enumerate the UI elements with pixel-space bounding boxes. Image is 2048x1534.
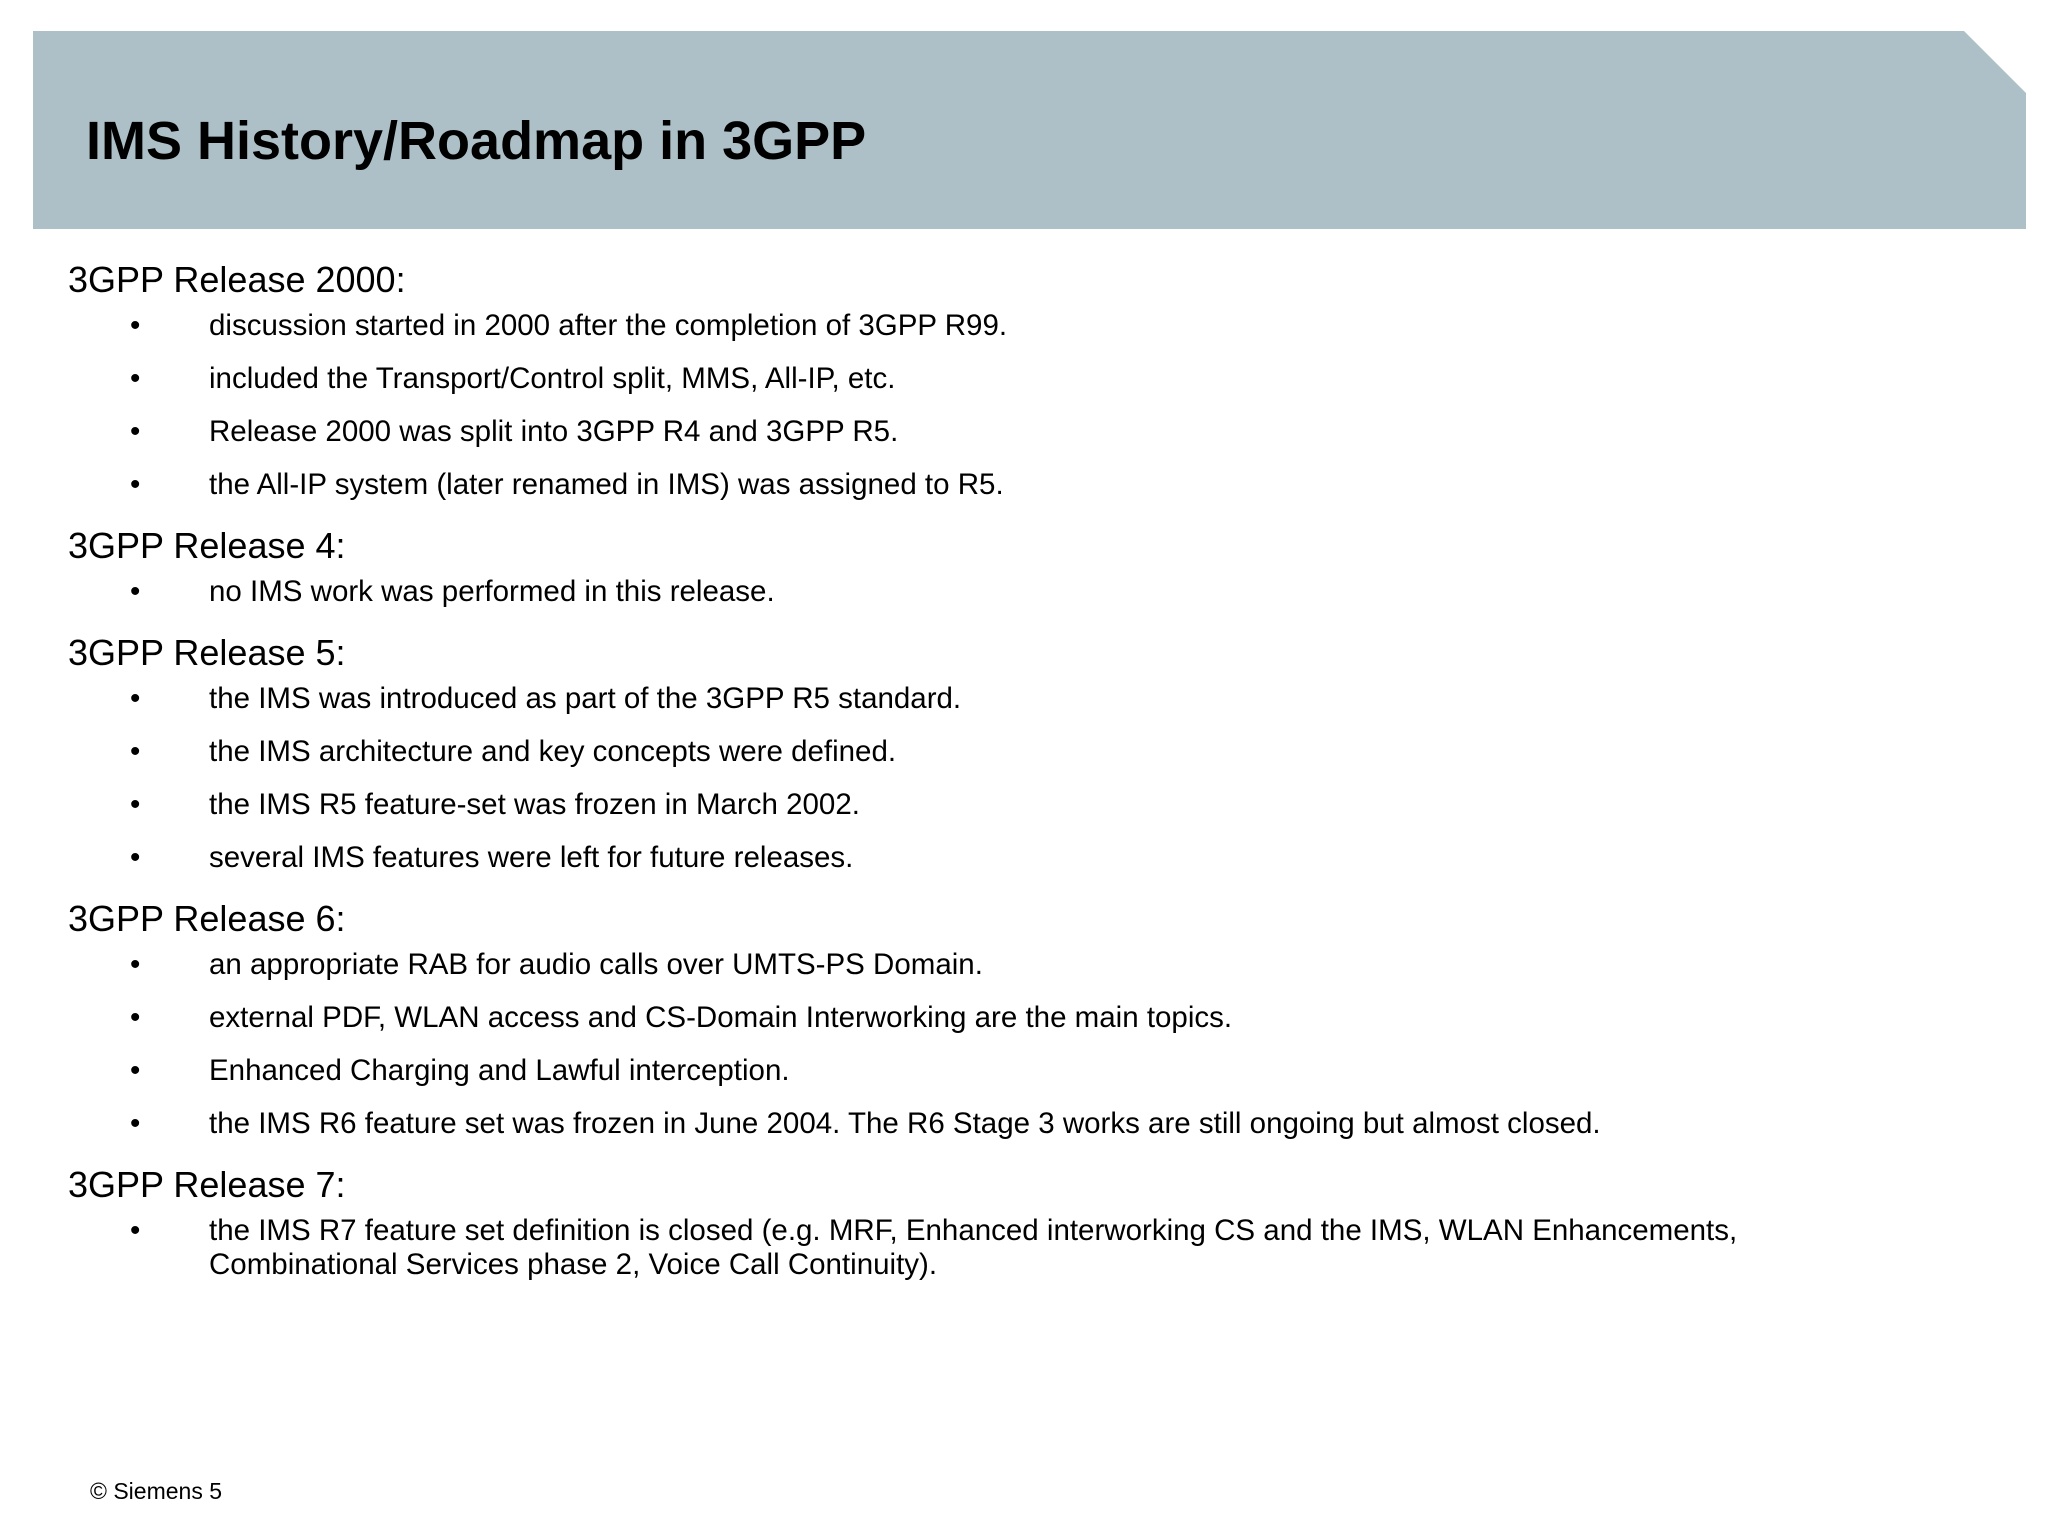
bullet-dot-icon: •	[130, 415, 141, 448]
release-section	[68, 255, 1988, 502]
bullet-text: the All-IP system (later renamed in IMS) was assigned to R5.	[209, 468, 1004, 501]
bullet-dot-icon: •	[130, 1214, 141, 1247]
bullet-item	[68, 682, 1929, 716]
bullet-text: several IMS features were left for future releases.	[209, 841, 854, 874]
bullet-dot-icon: •	[130, 468, 141, 501]
bullet-text: the IMS R5 feature-set was frozen in March 2002.	[209, 788, 860, 821]
section-heading: 3GPP Release 2000:	[68, 259, 406, 300]
bullet-dot-icon: •	[130, 735, 141, 768]
bullet-text: included the Transport/Control split, MMS, All-IP, etc.	[209, 362, 896, 395]
section-heading: 3GPP Release 6:	[68, 898, 346, 939]
bullet-dot-icon: •	[130, 841, 141, 874]
bullet-text: Enhanced Charging and Lawful interception.	[209, 1054, 790, 1087]
bullet-item	[68, 1054, 1929, 1088]
bullet-text: discussion started in 2000 after the completion of 3GPP R99.	[209, 309, 1008, 342]
bullet-text: external PDF, WLAN access and CS-Domain Interworking are the main topics.	[209, 1001, 1233, 1034]
bullet-text: the IMS architecture and key concepts were defined.	[209, 735, 897, 768]
release-section	[68, 894, 1988, 1141]
bullet-item	[68, 841, 1929, 875]
bullet-list	[68, 1214, 1988, 1282]
bullet-text: the IMS R7 feature set definition is closed (e.g. MRF, Enhanced interworking CS and the IMS, WLAN Enhancements, Combinational Services phase 2, Voice Call Continuity).	[209, 1214, 1738, 1281]
release-section	[68, 521, 1988, 609]
bullet-dot-icon: •	[130, 948, 141, 981]
bullet-list	[68, 948, 1988, 1141]
bullet-item	[68, 309, 1929, 343]
bullet-text: Release 2000 was split into 3GPP R4 and 3GPP R5.	[209, 415, 899, 448]
slide-content	[68, 255, 1988, 1301]
bullet-dot-icon: •	[130, 1054, 141, 1087]
bullet-item	[68, 1107, 1929, 1141]
bullet-item	[68, 948, 1929, 982]
bullet-item	[68, 1001, 1929, 1035]
bullet-item	[68, 575, 1929, 609]
bullet-text: no IMS work was performed in this release.	[209, 575, 775, 608]
bullet-item	[68, 468, 1929, 502]
bullet-dot-icon: •	[130, 682, 141, 715]
bullet-list	[68, 682, 1988, 875]
bullet-dot-icon: •	[130, 575, 141, 608]
bullet-dot-icon: •	[130, 1001, 141, 1034]
release-section	[68, 628, 1988, 875]
section-heading: 3GPP Release 4:	[68, 525, 346, 566]
bullet-list	[68, 575, 1988, 609]
section-heading: 3GPP Release 5:	[68, 632, 346, 673]
bullet-dot-icon: •	[130, 362, 141, 395]
bullet-dot-icon: •	[130, 309, 141, 342]
bullet-dot-icon: •	[130, 1107, 141, 1140]
page-title: IMS History/Roadmap in 3GPP	[86, 111, 867, 171]
bullet-item	[68, 415, 1929, 449]
bullet-item	[68, 1214, 1929, 1282]
section-heading: 3GPP Release 7:	[68, 1164, 346, 1205]
bullet-dot-icon: •	[130, 788, 141, 821]
footer-copyright: © Siemens 5	[90, 1478, 223, 1504]
bullet-text: the IMS was introduced as part of the 3GPP R5 standard.	[209, 682, 962, 715]
bullet-text: an appropriate RAB for audio calls over UMTS-PS Domain.	[209, 948, 983, 981]
bullet-list	[68, 309, 1988, 502]
bullet-item	[68, 362, 1929, 396]
bullet-text: the IMS R6 feature set was frozen in June 2004. The R6 Stage 3 works are still ongoing but almost closed.	[209, 1107, 1601, 1140]
bullet-item	[68, 788, 1929, 822]
bullet-item	[68, 735, 1929, 769]
release-section	[68, 1160, 1988, 1282]
